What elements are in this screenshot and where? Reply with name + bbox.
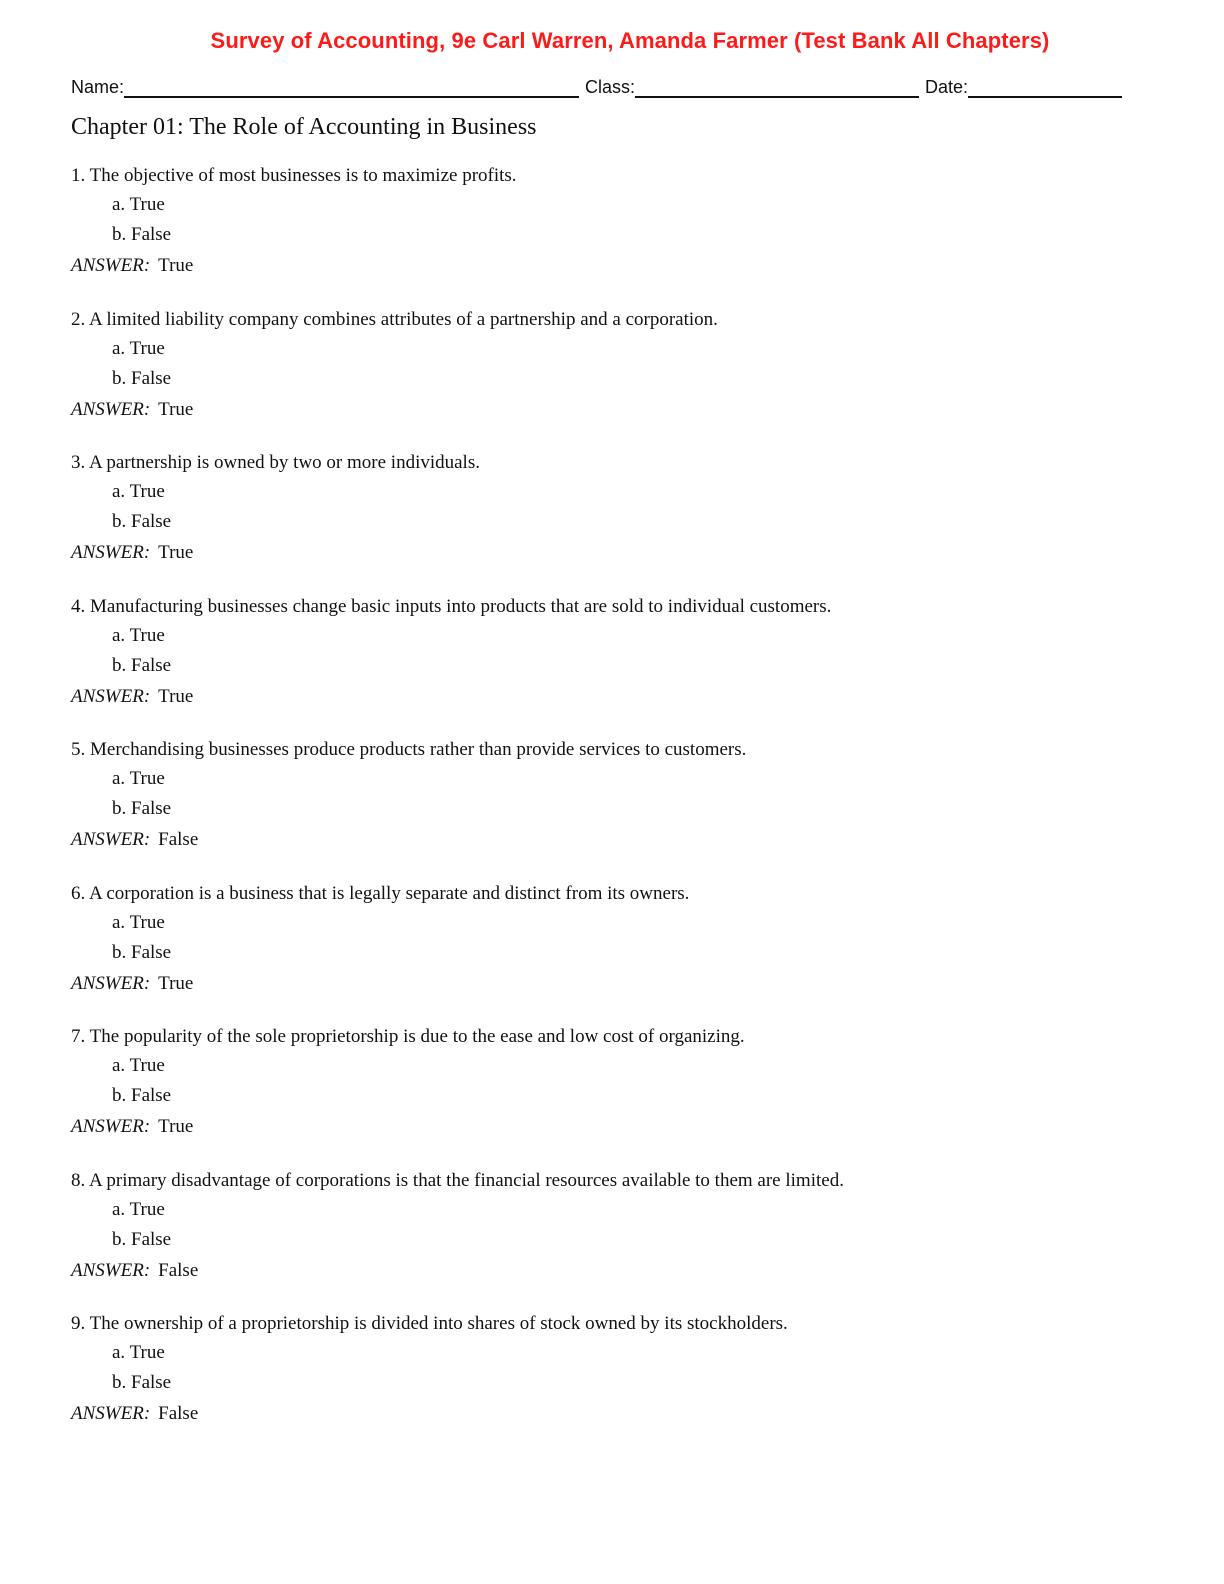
question-stem: 3. A partnership is owned by two or more individuals.	[71, 452, 480, 473]
option-true: a. True	[112, 1198, 165, 1220]
option-false: b. False	[112, 941, 172, 963]
answer-line	[71, 394, 1151, 426]
answer-line	[71, 968, 1151, 1000]
option-true: a. True	[112, 1342, 165, 1363]
answer-value: False	[158, 1403, 199, 1424]
answer-label: ANSWER:	[71, 1403, 151, 1424]
question-item	[71, 1310, 1151, 1454]
option-false: b. False	[112, 367, 172, 389]
option-true: a. True	[112, 768, 165, 789]
question-stem: 5. Merchandising businesses produce products rather than provide services to customers.	[71, 739, 747, 760]
document-title: Survey of Accounting, 9e Carl Warren, Amanda Farmer (Test Bank All Chapters)	[210, 28, 1050, 53]
option-true: a. True	[112, 481, 165, 502]
answer-label: ANSWER:	[71, 829, 151, 850]
answer-label: ANSWER:	[71, 1259, 151, 1281]
answer-value: True	[158, 685, 194, 707]
chapter-title: Chapter 01: The Role of Accounting in Business	[71, 114, 537, 140]
question-item	[71, 1023, 1151, 1167]
class-label: Class:	[585, 77, 636, 97]
answer-value: True	[158, 972, 194, 994]
option-true: a. True	[112, 194, 165, 215]
answer-label: ANSWER:	[71, 1116, 151, 1137]
answer-value: True	[158, 398, 194, 420]
answer-value: True	[158, 255, 194, 276]
option-true: a. True	[112, 911, 165, 933]
question-stem: 4. Manufacturing businesses change basic inputs into products that are sold to individual customers.	[71, 595, 832, 617]
answer-value: True	[158, 542, 194, 563]
answer-value: False	[158, 1259, 199, 1281]
answer-line	[71, 824, 1151, 856]
question-stem: 6. A corporation is a business that is legally separate and distinct from its owners.	[71, 882, 690, 904]
date-label: Date:	[925, 77, 969, 97]
student-info-row	[71, 72, 1143, 98]
question-stem: 1. The objective of most businesses is to maximize profits.	[71, 165, 517, 186]
option-true: a. True	[112, 624, 165, 646]
date-field[interactable]	[968, 76, 1122, 98]
answer-value: True	[158, 1116, 194, 1137]
answer-line	[71, 250, 1151, 282]
option-false: b. False	[112, 1085, 172, 1106]
question-item	[71, 449, 1151, 593]
question-item	[71, 880, 1151, 1024]
answer-line	[71, 1398, 1151, 1430]
answer-line	[71, 537, 1151, 569]
answer-line	[71, 1111, 1151, 1143]
question-stem: 7. The popularity of the sole proprietorship is due to the ease and low cost of organizing.	[71, 1026, 745, 1047]
name-label: Name:	[71, 77, 125, 97]
question-item	[71, 593, 1151, 737]
question-stem: 8. A primary disadvantage of corporations is that the financial resources available to them are limited.	[71, 1169, 844, 1191]
answer-line	[71, 681, 1151, 713]
question-item	[71, 162, 1151, 306]
option-false: b. False	[112, 511, 172, 532]
option-false: b. False	[112, 798, 172, 819]
option-false: b. False	[112, 1372, 172, 1393]
option-false: b. False	[112, 1228, 172, 1250]
answer-label: ANSWER:	[71, 255, 151, 276]
option-false: b. False	[112, 654, 172, 676]
class-field[interactable]	[635, 76, 919, 98]
question-stem: 9. The ownership of a proprietorship is divided into shares of stock owned by its stockholders.	[71, 1313, 788, 1334]
answer-label: ANSWER:	[71, 542, 151, 563]
page-header	[0, 28, 1224, 54]
question-stem: 2. A limited liability company combines attributes of a partnership and a corporation.	[71, 308, 718, 330]
answer-value: False	[158, 829, 199, 850]
question-item	[71, 736, 1151, 880]
option-true: a. True	[112, 337, 165, 359]
answer-label: ANSWER:	[71, 398, 151, 420]
answer-label: ANSWER:	[71, 972, 151, 994]
question-list	[71, 162, 1151, 1454]
answer-label: ANSWER:	[71, 685, 151, 707]
option-true: a. True	[112, 1055, 165, 1076]
question-item	[71, 1167, 1151, 1311]
answer-line	[71, 1255, 1151, 1287]
option-false: b. False	[112, 224, 172, 245]
question-item	[71, 306, 1151, 450]
name-field[interactable]	[124, 76, 579, 98]
